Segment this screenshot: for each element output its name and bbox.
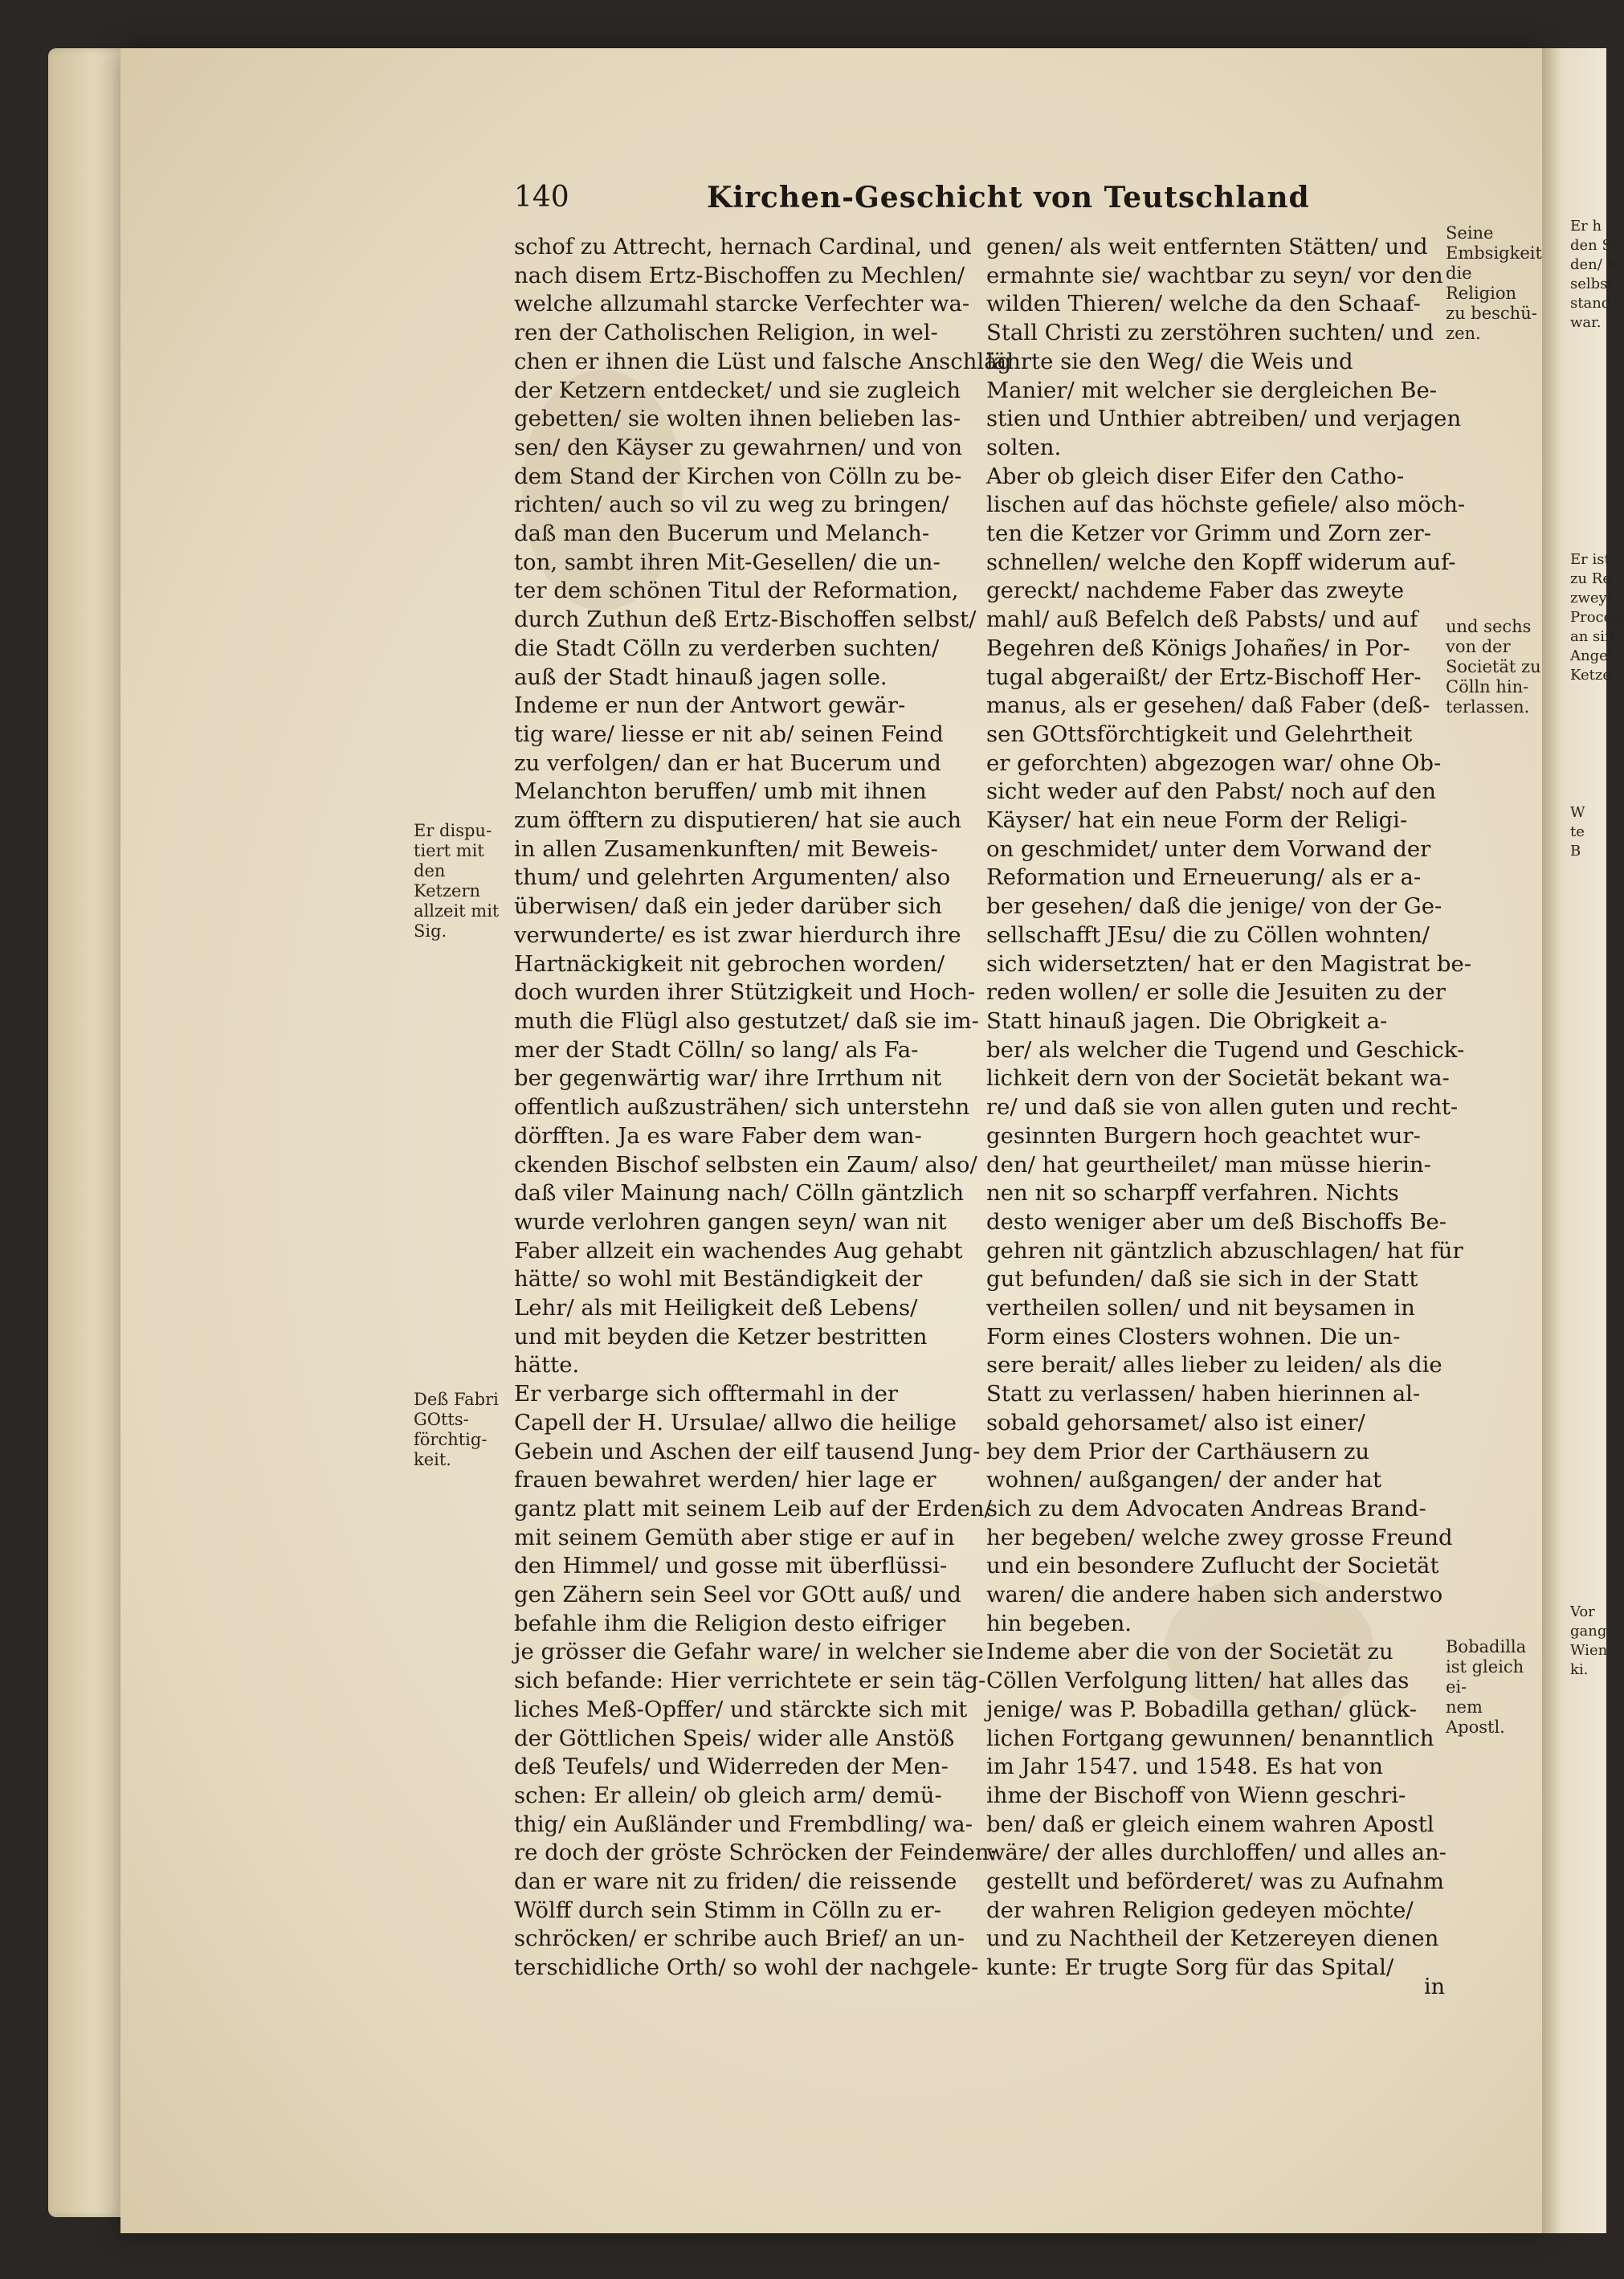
text-line: der Göttlichen Speis/ wider alle Anstöß <box>514 1725 955 1751</box>
margin-note-six-left <box>1446 617 1542 717</box>
text-line: der wahren Religion gedeyen möchte/ <box>986 1897 1414 1923</box>
margin-note-line: Ketze <box>1570 667 1611 684</box>
margin-note-line: die Religion <box>1446 263 1516 303</box>
margin-note-line: Angel <box>1570 647 1613 664</box>
text-line: deß Teufels/ und Widerreden der Men- <box>514 1754 949 1780</box>
text-line: zu verfolgen/ dan er hat Bucerum und <box>514 749 941 776</box>
text-line: je grösser die Gefahr ware/ in welcher sie <box>514 1639 984 1665</box>
margin-note-line: den Ketzern <box>414 861 481 901</box>
page-number: 140 <box>514 181 569 214</box>
text-line: ter dem schönen Titul der Reformation, <box>514 578 959 604</box>
margin-note-line: Procesi <box>1570 609 1624 626</box>
text-line: ben/ daß er gleich einem wahren Apostl <box>986 1811 1434 1837</box>
margin-note-line: den St <box>1570 237 1618 254</box>
text-line: stien und Unthier abtreiben/ und verjagen <box>986 406 1462 432</box>
text-line: ber gegenwärtig war/ ihre Irrthum nit <box>514 1065 942 1092</box>
margin-note-line: zen. <box>1446 324 1481 343</box>
text-line: auß der Stadt hinauß jagen solle. <box>514 664 887 690</box>
text-line: Gebein und Aschen der eilf tausend Jung- <box>514 1438 981 1464</box>
text-line: gen Zähern sein Seel vor GOtt auß/ und <box>514 1582 961 1608</box>
text-line: chen er ihnen die Lüst und falsche Anschläg <box>514 348 1012 374</box>
margin-note-diligence <box>1446 223 1542 344</box>
text-line: sobald gehorsamet/ also ist einer/ <box>986 1409 1365 1436</box>
text-line: frauen bewahret werden/ hier lage er <box>514 1467 936 1493</box>
text-line: richten/ auch so vil zu weg zu bringen/ <box>514 492 949 518</box>
margin-note-line: W <box>1570 804 1585 821</box>
text-line: Wölff durch sein Stimm in Cölln zu er- <box>514 1897 942 1923</box>
text-line: genen/ als weit entfernten Stätten/ und <box>986 234 1428 259</box>
text-line: gereckt/ nachdeme Faber das zweyte <box>986 578 1405 604</box>
text-line: Capell der H. Ursulae/ allwo die heilige <box>514 1409 957 1436</box>
text-line: mit seinem Gemüth aber stige er auf in <box>514 1524 955 1550</box>
margin-note-line: von der <box>1446 637 1511 656</box>
text-line: wäre/ der alles durchloffen/ und alles an- <box>986 1840 1447 1866</box>
text-line: kunte: Er trugte Sorg für das Spital/ <box>986 1954 1394 1981</box>
text-line: befahle ihm die Religion desto eifriger <box>514 1610 946 1636</box>
text-line: mahl/ auß Befelch deß Pabsts/ und auf <box>986 607 1418 633</box>
margin-note-line: gang <box>1570 1623 1607 1640</box>
margin-note-line: an sin <box>1570 628 1614 645</box>
text-line: hätte. <box>514 1352 580 1378</box>
text-line: Faber allzeit ein wachendes Aug gehabt <box>514 1237 963 1264</box>
text-line: lährte sie den Weg/ die Weis und <box>986 348 1353 374</box>
margin-note-line: B <box>1570 843 1581 860</box>
text-line: sich befande: Hier verrichtete er sein täg- <box>514 1668 986 1694</box>
text-line: schof zu Attrecht, hernach Cardinal, und <box>514 234 972 259</box>
text-line: Melanchton beruffen/ umb mit ihnen <box>514 778 927 805</box>
text-line: muth die Flügl also gestutzet/ daß sie im- <box>514 1007 979 1034</box>
text-line: her begeben/ welche zwey grosse Freund <box>986 1524 1453 1550</box>
text-line: manus, als er gesehen/ daß Faber (deß- <box>986 692 1430 719</box>
text-line: re doch der gröste Schröcken der Feinden: <box>514 1840 997 1866</box>
text-line: ber/ als welcher die Tugend und Geschick- <box>986 1036 1465 1063</box>
catchword: in <box>1424 1975 1446 1999</box>
text-line: bey dem Prior der Carthäusern zu <box>986 1438 1370 1464</box>
text-line: lichkeit dern von der Societät bekant wa- <box>986 1065 1450 1092</box>
text-line: dan er ware nit zu friden/ die reissende <box>514 1869 957 1895</box>
text-line: sellschafft JEsu/ die zu Cöllen wohnten/ <box>986 921 1430 948</box>
margin-note-line: ki. <box>1570 1661 1589 1678</box>
text-line: durch Zuthun deß Ertz-Bischoffen selbst/ <box>514 607 977 633</box>
text-line: solten. <box>986 434 1062 460</box>
text-line: zum öfftern zu disputieren/ hat sie auch <box>514 807 962 834</box>
text-line: terschidliche Orth/ so wohl der nachgele- <box>514 1954 979 1981</box>
text-line: daß man den Bucerum und Melanch- <box>514 521 930 547</box>
margin-note-line: selbst <box>1570 276 1614 292</box>
text-line: desto weniger aber um deß Bischoffs Be- <box>986 1208 1447 1235</box>
text-line: Indeme er nun der Antwort gewär- <box>514 692 906 719</box>
text-line: offentlich außzusträhen/ sich unterstehn <box>514 1094 970 1121</box>
margin-note-line: ist gleich ei- <box>1446 1657 1524 1697</box>
text-line: ber gesehen/ daß die jenige/ von der Ge- <box>986 893 1442 920</box>
text-line: er geforchten) abgezogen war/ ohne Ob- <box>986 749 1442 776</box>
margin-note-bobadilla <box>1446 1637 1542 1738</box>
margin-note-line: Embsigkeit <box>1446 243 1542 263</box>
text-line: on geschmidet/ unter dem Vorwand der <box>986 835 1431 862</box>
text-line: Stall Christi zu zerstöhren suchten/ und <box>986 320 1434 346</box>
facing-page-fragment <box>1570 803 1606 861</box>
margin-note-line: tiert mit <box>414 841 484 860</box>
text-line: sen/ den Käyser zu gewahrnen/ und von <box>514 434 963 460</box>
text-line: Statt zu verlassen/ haben hierinnen al- <box>986 1381 1421 1407</box>
text-line: tugal abgeraißt/ der Ertz-Bischoff Her- <box>986 664 1422 690</box>
margin-note-line: zu beschü- <box>1446 304 1537 323</box>
text-line: ten die Ketzer vor Grimm und Zorn zer- <box>986 521 1431 547</box>
text-line: lischen auf das höchste gefiele/ also möch- <box>986 492 1466 518</box>
margin-note-line: Wien <box>1570 1642 1608 1659</box>
text-line: thum/ und gelehrten Argumenten/ also <box>514 864 951 891</box>
text-line: Lehr/ als mit Heiligkeit deß Lebens/ <box>514 1295 918 1321</box>
text-line: sich widersetzten/ hat er den Magistrat be- <box>986 950 1472 977</box>
text-line: Statt hinauß jagen. Die Obrigkeit a- <box>986 1007 1388 1034</box>
text-line: nach disem Ertz-Bischoffen zu Mechlen/ <box>514 262 965 288</box>
margin-note-disputation <box>414 821 510 941</box>
text-line: reden wollen/ er solle die Jesuiten zu der <box>986 979 1446 1006</box>
margin-note-line: terlassen. <box>1446 697 1530 717</box>
text-line: Hartnäckigkeit nit gebrochen worden/ <box>514 950 945 977</box>
margin-note-line: Vor <box>1570 1603 1595 1620</box>
text-line: waren/ die andere haben sich anderstwo <box>986 1582 1443 1608</box>
margin-note-line: Seine <box>1446 223 1494 243</box>
margin-note-line: den/ h <box>1570 256 1617 273</box>
text-line: und zu Nachtheil der Ketzereyen dienen <box>986 1926 1439 1952</box>
text-line: die Stadt Cölln zu verderben suchten/ <box>514 635 940 661</box>
text-line: nen nit so scharpff verfahren. Nichts <box>986 1180 1399 1207</box>
text-line: ton, sambt ihren Mit-Gesellen/ die un- <box>514 549 941 575</box>
left-text-column <box>514 233 1012 1983</box>
text-line: wurde verlohren gangen seyn/ wan nit <box>514 1208 947 1235</box>
text-line: und ein besondere Zuflucht der Societät <box>986 1553 1439 1579</box>
text-line: Cöllen Verfolgung litten/ hat alles das <box>986 1668 1410 1694</box>
margin-note-line: keit. <box>414 1450 451 1469</box>
text-line: sen GOttsförchtigkeit und Gelehrtheit <box>986 721 1413 747</box>
text-line: mer der Stadt Cölln/ so lang/ als Fa- <box>514 1036 919 1063</box>
text-line: vertheilen sollen/ und nit beysamen in <box>986 1295 1415 1321</box>
text-line: welche allzumahl starcke Verfechter wa- <box>514 291 970 317</box>
text-line: wohnen/ außgangen/ der ander hat <box>986 1467 1382 1493</box>
page-header <box>0 181 1606 229</box>
text-line: ren der Catholischen Religion, in wel- <box>514 320 938 346</box>
text-line: Käyser/ hat ein neue Form der Religi- <box>986 807 1408 834</box>
text-line: ermahnte sie/ wachtbar zu seyn/ vor den <box>986 262 1443 288</box>
text-line: thig/ ein Außländer und Frembdling/ wa- <box>514 1811 973 1837</box>
text-line: verwunderte/ es ist zwar hierdurch ihre <box>514 921 961 948</box>
margin-note-line: Er ist <box>1570 551 1610 568</box>
text-line: tig ware/ liesse er nit ab/ seinen Feind <box>514 721 944 747</box>
text-line: gesinnten Burgern hoch geachtet wur- <box>986 1122 1421 1149</box>
text-line: im Jahr 1547. und 1548. Es hat von <box>986 1754 1383 1780</box>
text-line: sicht weder auf den Pabst/ noch auf den <box>986 778 1436 805</box>
text-line: und mit beyden die Ketzer bestritten <box>514 1323 928 1350</box>
text-line: doch wurden ihrer Stützigkeit und Hoch- <box>514 979 976 1006</box>
facing-page-fragment <box>1570 550 1624 685</box>
margin-note-line: Er h <box>1570 218 1602 235</box>
margin-note-line: stand <box>1570 295 1611 312</box>
text-line: gestellt und beförderet/ was zu Aufnahm <box>986 1869 1444 1895</box>
text-line: hin begeben. <box>986 1610 1132 1636</box>
text-line: gehren nit gäntzlich abzuschlagen/ hat für <box>986 1237 1463 1264</box>
text-line: dem Stand der Kirchen von Cölln zu be- <box>514 463 962 489</box>
text-line: Form eines Closters wohnen. Die un- <box>986 1323 1401 1350</box>
text-line: Reformation und Erneuerung/ als er a- <box>986 864 1422 891</box>
text-line: Begehren deß Königs Johañes/ in Por- <box>986 635 1410 661</box>
text-line: gantz platt mit seinem Leib auf der Erden/ <box>514 1495 992 1521</box>
text-line: Aber ob gleich diser Eifer den Catho- <box>986 463 1405 489</box>
text-line: schröcken/ er schribe auch Brief/ an un- <box>514 1926 965 1952</box>
margin-note-line: Deß Fabri <box>414 1390 499 1409</box>
text-line: der Ketzern entdecket/ und sie zugleich <box>514 377 961 403</box>
text-line: jenige/ was P. Bobadilla gethan/ glück- <box>986 1696 1418 1722</box>
text-line: re/ und daß sie von allen guten und recht- <box>986 1094 1459 1121</box>
margin-note-line: und sechs <box>1446 617 1532 636</box>
facing-page-fragment <box>1570 217 1618 333</box>
text-line: den/ hat geurtheilet/ man müsse hierin- <box>986 1151 1431 1178</box>
margin-note-line: Sig. <box>414 921 447 941</box>
text-line: Manier/ mit welcher sie dergleichen Be- <box>986 377 1438 403</box>
margin-note-line: zu Re <box>1570 570 1612 587</box>
text-line: hätte/ so wohl mit Beständigkeit der <box>514 1266 923 1293</box>
text-line: ihme der Bischoff von Wienn geschri- <box>986 1782 1406 1808</box>
text-line: Indeme aber die von der Societät zu <box>986 1639 1393 1665</box>
facing-page-strip <box>1542 48 1624 2233</box>
text-line: sere berait/ alles lieber zu leiden/ als die <box>986 1352 1442 1378</box>
text-line: daß viler Mainung nach/ Cölln gäntzlich <box>514 1180 965 1207</box>
text-line: überwisen/ daß ein jeder darüber sich <box>514 893 943 920</box>
text-line: in allen Zusamenkunften/ mit Beweis- <box>514 835 938 862</box>
text-line: gebetten/ sie wolten ihnen belieben las- <box>514 406 961 432</box>
margin-note-line: allzeit mit <box>414 901 500 921</box>
text-line: sich zu dem Advocaten Andreas Brand- <box>986 1495 1426 1521</box>
margin-note-line: förchtig- <box>414 1430 488 1449</box>
text-line: den Himmel/ und gosse mit überflüssi- <box>514 1553 948 1579</box>
text-line: schnellen/ welche den Kopff widerum auf- <box>986 549 1456 575</box>
text-line: liches Meß-Opffer/ und stärckte sich mit <box>514 1696 968 1722</box>
margin-note-line: war. <box>1570 314 1602 331</box>
margin-note-line: Er dispu- <box>414 821 492 840</box>
text-line: schen: Er allein/ ob gleich arm/ demü- <box>514 1782 942 1808</box>
margin-note-line: zweyt <box>1570 590 1613 607</box>
text-line: dörfften. Ja es ware Faber dem wan- <box>514 1122 922 1149</box>
text-line: wilden Thieren/ welche da den Schaaf- <box>986 291 1421 317</box>
text-line: Er verbarge sich offtermahl in der <box>514 1381 899 1407</box>
margin-note-line: GOtts- <box>414 1410 469 1429</box>
text-line: gut befunden/ daß sie sich in der Statt <box>986 1266 1418 1293</box>
margin-note-line: nem Apostl. <box>1446 1697 1505 1737</box>
text-line: ckenden Bischof selbsten ein Zaum/ also/ <box>514 1151 977 1178</box>
text-line: lichen Fortgang gewunnen/ benanntlich <box>986 1725 1434 1751</box>
margin-note-line: Societät zu <box>1446 657 1541 676</box>
margin-note-line: te <box>1570 823 1585 840</box>
margin-note-line: Bobadilla <box>1446 1637 1527 1656</box>
running-title: Kirchen-Geschicht von Teutschland <box>707 181 1310 214</box>
facing-page-fragment <box>1570 1603 1606 1680</box>
margin-note-godliness <box>414 1390 510 1470</box>
margin-note-line: Cölln hin- <box>1446 677 1529 696</box>
